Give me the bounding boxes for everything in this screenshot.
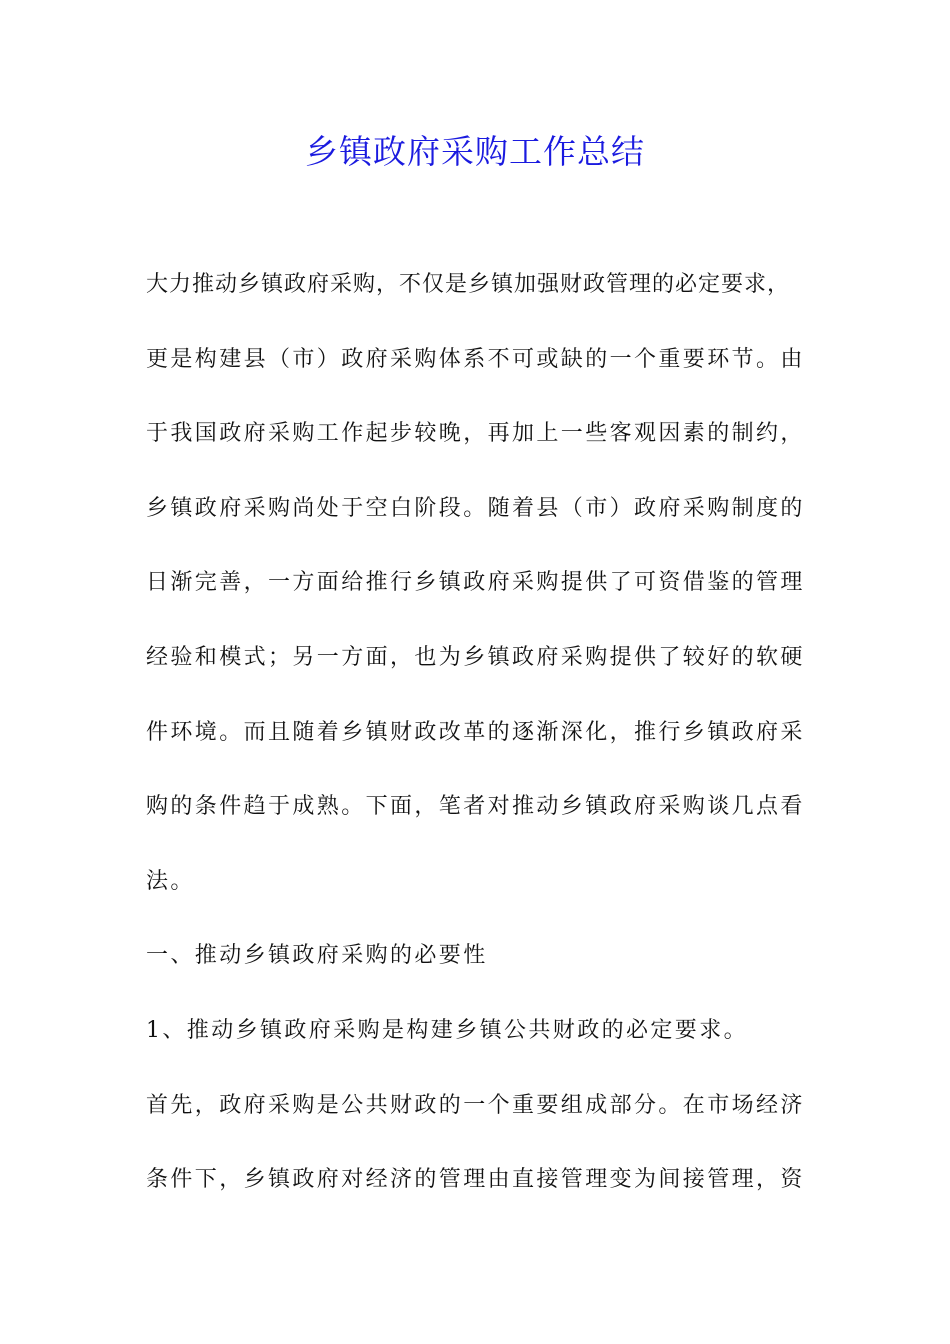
subsection-heading: 1、推动乡镇政府采购是构建乡镇公共财政的必定要求。 xyxy=(146,1017,748,1043)
text-line: 首先，政府采购是公共财政的一个重要组成部分。在市场经济 xyxy=(146,1092,805,1118)
document-body xyxy=(146,263,806,1233)
document-title: 乡镇政府采购工作总结 xyxy=(305,132,645,171)
text-line: 乡镇政府采购尚处于空白阶段。随着县（市）政府采购制度的 xyxy=(146,495,805,521)
section-heading: 一、推动乡镇政府采购的必要性 xyxy=(146,943,488,969)
text-line: 条件下，乡镇政府对经济的管理由直接管理变为间接管理，资 xyxy=(146,1167,805,1193)
text-line: 法。 xyxy=(146,868,195,894)
text-line: 件环境。而且随着乡镇财政改革的逐渐深化，推行乡镇政府采 xyxy=(146,719,805,745)
text-line: 大力推动乡镇政府采购，不仅是乡镇加强财政管理的必定要求， xyxy=(146,272,791,297)
text-line: 购的条件趋于成熟。下面，笔者对推动乡镇政府采购谈几点看 xyxy=(146,794,805,820)
text-line: 经验和模式；另一方面，也为乡镇政府采购提供了较好的软硬 xyxy=(146,644,805,670)
text-line: 于我国政府采购工作起步较晚，再加上一些客观因素的制约， xyxy=(146,421,805,447)
text-line: 日渐完善，一方面给推行乡镇政府采购提供了可资借鉴的管理 xyxy=(146,570,805,596)
text-line: 更是构建县（市）政府采购体系不可或缺的一个重要环节。由 xyxy=(146,346,805,372)
